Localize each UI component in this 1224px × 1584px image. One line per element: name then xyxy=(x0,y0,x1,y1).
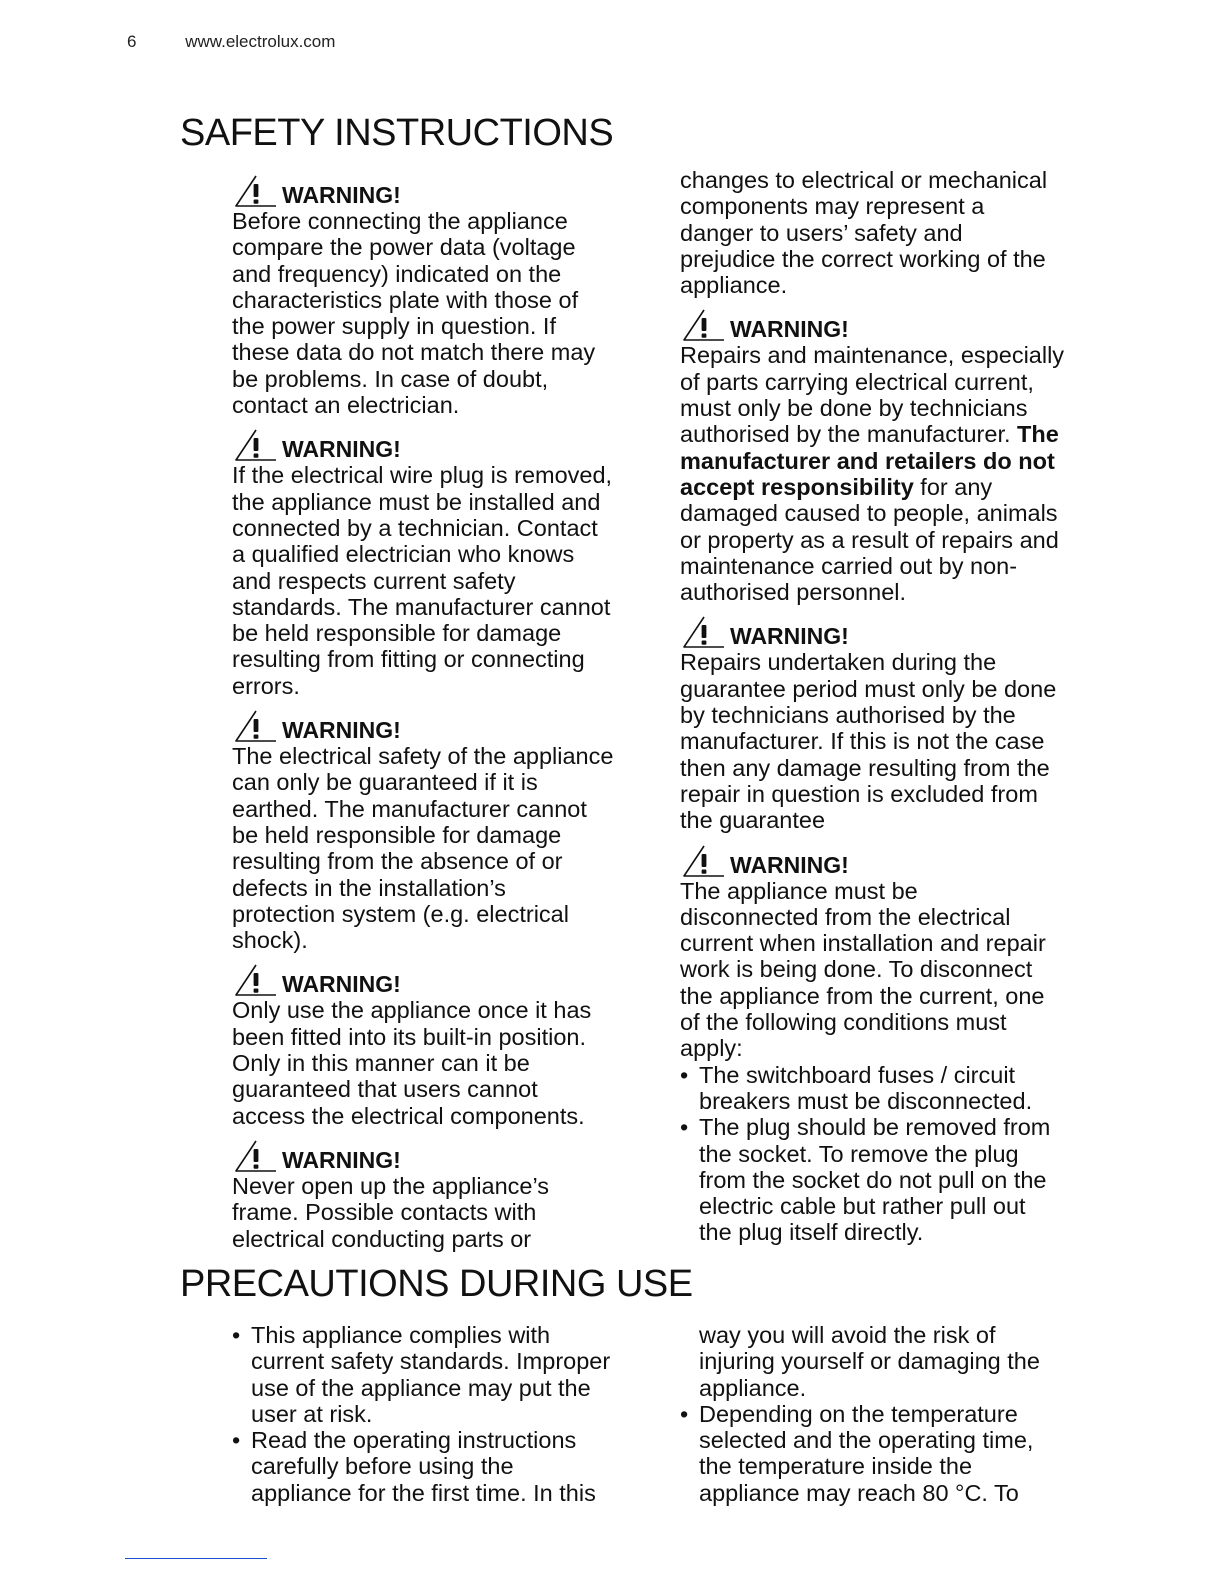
text-line: The appliance must be xyxy=(680,877,918,904)
bullet-item xyxy=(680,1114,1120,1245)
text-line: components may represent a xyxy=(680,193,985,220)
text-line: authorised personnel. xyxy=(680,579,907,606)
text-line: The plug should be removed from xyxy=(699,1114,1051,1141)
bullet-item xyxy=(232,1322,672,1427)
warning-label: WARNING! xyxy=(282,182,401,208)
text-line: standards. The manufacturer cannot xyxy=(232,593,611,620)
text-line: The switchboard fuses / circuit xyxy=(699,1061,1016,1088)
text-line: and frequency) indicated on the xyxy=(232,260,562,287)
text-line: the appliance from the current, one xyxy=(680,982,1045,1009)
text-line: contact an electrician. xyxy=(232,392,460,419)
text-line: these data do not match there may xyxy=(232,339,596,366)
warning-block xyxy=(680,842,1120,1246)
text-line: prejudice the correct working of the xyxy=(680,245,1046,272)
text-line: access the electrical components. xyxy=(232,1102,585,1129)
warning-block xyxy=(232,1137,662,1252)
text-line: Only in this manner can it be xyxy=(232,1050,530,1077)
warning-heading xyxy=(680,842,1120,878)
text-line: damaged caused to people, animals xyxy=(680,500,1058,527)
warning-triangle-icon xyxy=(232,174,280,208)
text-line: Only use the appliance once it has xyxy=(232,997,592,1024)
text-line: The electrical safety of the appliance xyxy=(232,743,614,770)
text-line xyxy=(680,474,1120,500)
text-line: way you will avoid the risk of xyxy=(699,1322,996,1348)
warning-triangle-icon xyxy=(232,1139,280,1173)
warning-triangle-icon xyxy=(680,615,728,649)
warning-triangle-icon xyxy=(232,709,280,743)
text-line: and respects current safety xyxy=(232,567,516,594)
safety-instructions-title: SAFETY INSTRUCTIONS xyxy=(180,112,614,154)
text-line: the power supply in question. If xyxy=(232,313,556,340)
text-line: current safety standards. Improper xyxy=(251,1348,611,1375)
bullet-dot-icon: • xyxy=(680,1114,689,1141)
warning-triangle-icon xyxy=(680,308,728,342)
text-line: Read the operating instructions xyxy=(251,1427,577,1454)
page-header xyxy=(127,32,335,52)
bullet-text xyxy=(251,1427,596,1506)
text-line: electrical conducting parts or xyxy=(232,1225,532,1252)
text-line: Never open up the appliance’s xyxy=(232,1172,550,1199)
safety-left-column xyxy=(232,164,662,1252)
text-line: appliance may reach 80 °C. To xyxy=(699,1479,1019,1506)
footer-rule xyxy=(125,1558,267,1559)
bullet-dot-icon: • xyxy=(232,1322,241,1348)
text-line: characteristics plate with those of xyxy=(232,286,579,313)
bullet-text xyxy=(699,1114,1050,1245)
text-line: danger to users’ safety and xyxy=(680,219,963,246)
text-bold: accept responsibility xyxy=(680,473,914,500)
text-line: current when installation and repair xyxy=(680,930,1046,957)
text-line: repair in question is excluded from xyxy=(680,780,1038,807)
warning-block xyxy=(232,426,662,699)
warning-block xyxy=(680,613,1120,833)
text-line: user at risk. xyxy=(251,1400,373,1427)
bullet-text xyxy=(699,1062,1032,1115)
text-line: appliance for the first time. In this xyxy=(251,1479,596,1506)
warning-heading xyxy=(232,961,662,997)
bullet-text xyxy=(251,1322,610,1427)
text-line: selected and the operating time, xyxy=(699,1427,1034,1454)
text-line: Repairs and maintenance, especially xyxy=(680,342,1065,369)
text-line: be problems. In case of doubt, xyxy=(232,365,549,392)
text-normal: authorised by the manufacturer. xyxy=(680,421,1018,448)
warning-triangle-icon xyxy=(232,428,280,462)
bullet-dot-icon: • xyxy=(680,1400,689,1427)
text-line: of parts carrying electrical current, xyxy=(680,368,1034,395)
text-line: resulting from the absence of or xyxy=(232,848,563,875)
text-line: use of the appliance may put the xyxy=(251,1374,591,1401)
text-line: by technicians authorised by the xyxy=(680,702,1016,729)
text-line xyxy=(680,421,1120,447)
warning-heading xyxy=(232,426,662,462)
text-line: the plug itself directly. xyxy=(699,1219,924,1246)
text-line: be held responsible for damage xyxy=(232,620,562,647)
text-line: earthed. The manufacturer cannot xyxy=(232,795,587,822)
warning-heading xyxy=(680,306,1120,342)
text-normal: for any xyxy=(913,473,993,500)
text-line: work is being done. To disconnect xyxy=(680,956,1033,983)
text-line: the appliance must be installed and xyxy=(232,488,601,515)
text-line: connected by a technician. Contact xyxy=(232,514,598,541)
precautions-left-column xyxy=(232,1322,672,1506)
text-line: the socket. To remove the plug xyxy=(699,1140,1019,1167)
warning-block xyxy=(232,707,662,953)
text-line: can only be guaranteed if it is xyxy=(232,769,538,796)
warning-block xyxy=(232,961,662,1128)
warning-block xyxy=(232,172,662,418)
warning-heading xyxy=(680,613,1120,649)
warning-heading xyxy=(232,707,662,743)
text-line: protection system (e.g. electrical xyxy=(232,900,569,927)
text-line: This appliance complies with xyxy=(251,1322,551,1348)
safety-right-column xyxy=(680,167,1120,1246)
text-line: maintenance carried out by non- xyxy=(680,552,1018,579)
text-line: appliance. xyxy=(680,272,788,299)
text-line: defects in the installation’s xyxy=(232,874,506,901)
warning-label: WARNING! xyxy=(730,316,849,343)
warning-label: WARNING! xyxy=(730,623,849,650)
text-line: carefully before using the xyxy=(251,1453,514,1480)
text-line: frame. Possible contacts with xyxy=(232,1199,537,1226)
text-line: apply: xyxy=(680,1035,743,1062)
bullet-item xyxy=(680,1401,1120,1506)
warning-label: WARNING! xyxy=(282,436,401,463)
text-line: changes to electrical or mechanical xyxy=(680,167,1048,193)
text-line: of the following conditions must xyxy=(680,1009,1007,1036)
warning-label: WARNING! xyxy=(282,1146,401,1173)
text-bold: The xyxy=(1017,421,1059,448)
text-bold-line: manufacturer and retailers do not xyxy=(680,447,1055,474)
text-line: Before connecting the appliance xyxy=(232,208,568,234)
text-line: If the electrical wire plug is removed, xyxy=(232,462,613,489)
bullet-dot-icon: • xyxy=(232,1427,241,1454)
text-line: the guarantee xyxy=(680,807,826,834)
text-line: resulting from fitting or connecting xyxy=(232,646,585,673)
text-line: breakers must be disconnected. xyxy=(699,1087,1033,1114)
warning-triangle-icon xyxy=(680,844,728,878)
precautions-right-column xyxy=(680,1322,1120,1506)
text-line: electric cable but rather pull out xyxy=(699,1193,1026,1220)
text-line: Repairs undertaken during the xyxy=(680,649,997,676)
precautions-title: PRECAUTIONS DURING USE xyxy=(180,1263,693,1305)
text-line: Depending on the temperature xyxy=(699,1400,1018,1427)
text-line: a qualified electrician who knows xyxy=(232,541,575,568)
bullet-dot-icon: • xyxy=(680,1061,689,1088)
text-line: from the socket do not pull on the xyxy=(699,1166,1047,1193)
warning-label: WARNING! xyxy=(282,717,401,744)
warning-block xyxy=(680,306,1120,605)
text-line: appliance. xyxy=(699,1374,807,1401)
text-line: be held responsible for damage xyxy=(232,821,562,848)
warning-triangle-icon xyxy=(232,963,280,997)
warning-label: WARNING! xyxy=(730,851,849,878)
text-line: then any damage resulting from the xyxy=(680,754,1050,781)
text-line: the temperature inside the xyxy=(699,1453,973,1480)
text-line: been fitted into its built-in position. xyxy=(232,1023,587,1050)
text-line: manufacturer. If this is not the case xyxy=(680,728,1045,755)
warning-label: WARNING! xyxy=(282,971,401,998)
page-number: 6 xyxy=(127,32,137,51)
bullet-text xyxy=(699,1401,1033,1506)
text-line: injuring yourself or damaging the xyxy=(699,1348,1040,1375)
text-line: compare the power data (voltage xyxy=(232,234,576,261)
text-line: must only be done by technicians xyxy=(680,395,1028,422)
bullet-item xyxy=(232,1427,672,1506)
text-line: or property as a result of repairs and xyxy=(680,526,1059,553)
header-url[interactable]: www.electrolux.com xyxy=(185,32,336,51)
text-line: errors. xyxy=(232,672,300,699)
text-line: disconnected from the electrical xyxy=(680,903,1011,930)
text-line: guarantee period must only be done xyxy=(680,675,1057,702)
text-line: shock). xyxy=(232,927,308,954)
warning-heading xyxy=(232,172,662,208)
text-line: guaranteed that users cannot xyxy=(232,1076,538,1103)
bullet-item xyxy=(680,1062,1120,1115)
warning-heading xyxy=(232,1137,662,1173)
